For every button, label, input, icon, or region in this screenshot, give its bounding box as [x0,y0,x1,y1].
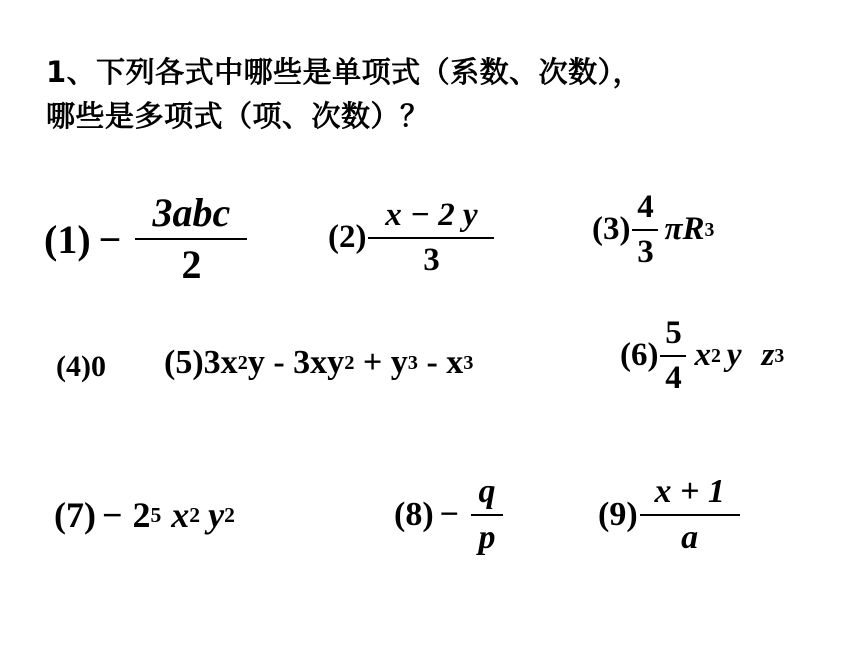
expression-9-fraction-bar [640,514,740,516]
expression-7-base: 2 [132,495,151,535]
expression-6-x: x [694,337,711,374]
expression-6-fraction-bar [660,355,686,357]
question-line-2: 哪些是多项式（项、次数）？ [46,99,430,133]
expression-5-term3: - x [417,344,464,381]
expression-9-denominator: a [681,518,699,556]
expression-3-denominator: 3 [637,233,654,270]
expression-9-fraction [640,474,740,555]
expression-6: (6) $\frac{5}{4}$ x 2 y z 3 [620,315,785,396]
expression-8-minus: − [439,495,460,533]
expression-7-minus: − [101,495,123,535]
expression-6-denominator: 4 [665,359,682,396]
expression-3-pi: π [664,211,683,248]
expression-2-fraction [368,198,494,277]
expression-8-denominator: p [478,518,496,556]
expression-1-fraction [135,192,247,286]
expression-2-numerator: x − 2 y [385,197,478,233]
expression-6-label: (6) [620,337,659,374]
expression-2-denominator: 3 [423,241,440,278]
expression-9-label: (9) [598,495,638,533]
expression-3-label: (3) [592,211,631,248]
expression-1-fraction-bar [135,238,247,240]
expression-5-label: (5) [164,344,204,381]
expression-6-numerator: 5 [665,315,682,351]
expression-7: (7) − 2 5 x 2 y 2 [54,495,235,535]
expression-4 [56,350,106,384]
expression-3-fraction [632,190,658,269]
expression-2 [328,198,496,277]
expression-8-fraction [471,474,503,555]
expression-6-fraction [660,316,686,395]
expression-2-label: (2) [328,219,367,256]
expression-7-y: y [208,495,225,535]
expression-8-numerator: q [478,473,496,510]
expression-3-variable: R [682,211,705,248]
expression-5-term1b: y - 3xy [247,344,345,381]
expression-1-label: (1) [44,216,91,262]
expression-9-numerator: x + 1 [654,473,725,510]
expression-8 [394,474,505,555]
expression-5-term2: + y [354,344,408,381]
expression-5-term1: 3x [203,344,238,381]
expression-4-label: (4) [56,350,91,383]
expression-1 [44,192,249,286]
expression-8-fraction-bar [471,514,503,516]
expression-7-x: x [171,495,190,535]
expression-3-fraction-bar [632,229,658,231]
expression-9 [598,474,742,555]
expression-4-body: 0 [90,350,106,383]
expression-3: (3) $\frac{4}{3}$ π R 3 [592,189,715,270]
expression-1-minus: − [98,216,122,262]
expression-6-y: y [726,337,742,374]
expression-5: (5) 3x 2 y - 3xy 2 + y 3 - x 3 [164,344,474,381]
question-line-1: 1、下列各式中哪些是单项式（系数、次数）， [46,55,643,89]
expression-8-label: (8) [394,495,434,533]
expression-6-z: z [761,337,775,374]
expression-7-label: (7) [54,495,96,535]
expression-3-numerator: 4 [637,189,654,225]
expression-2-fraction-bar [368,237,494,239]
question-text [46,50,642,138]
expression-1-denominator: 2 [181,242,202,287]
expression-1-numerator: 3abc [152,190,231,235]
